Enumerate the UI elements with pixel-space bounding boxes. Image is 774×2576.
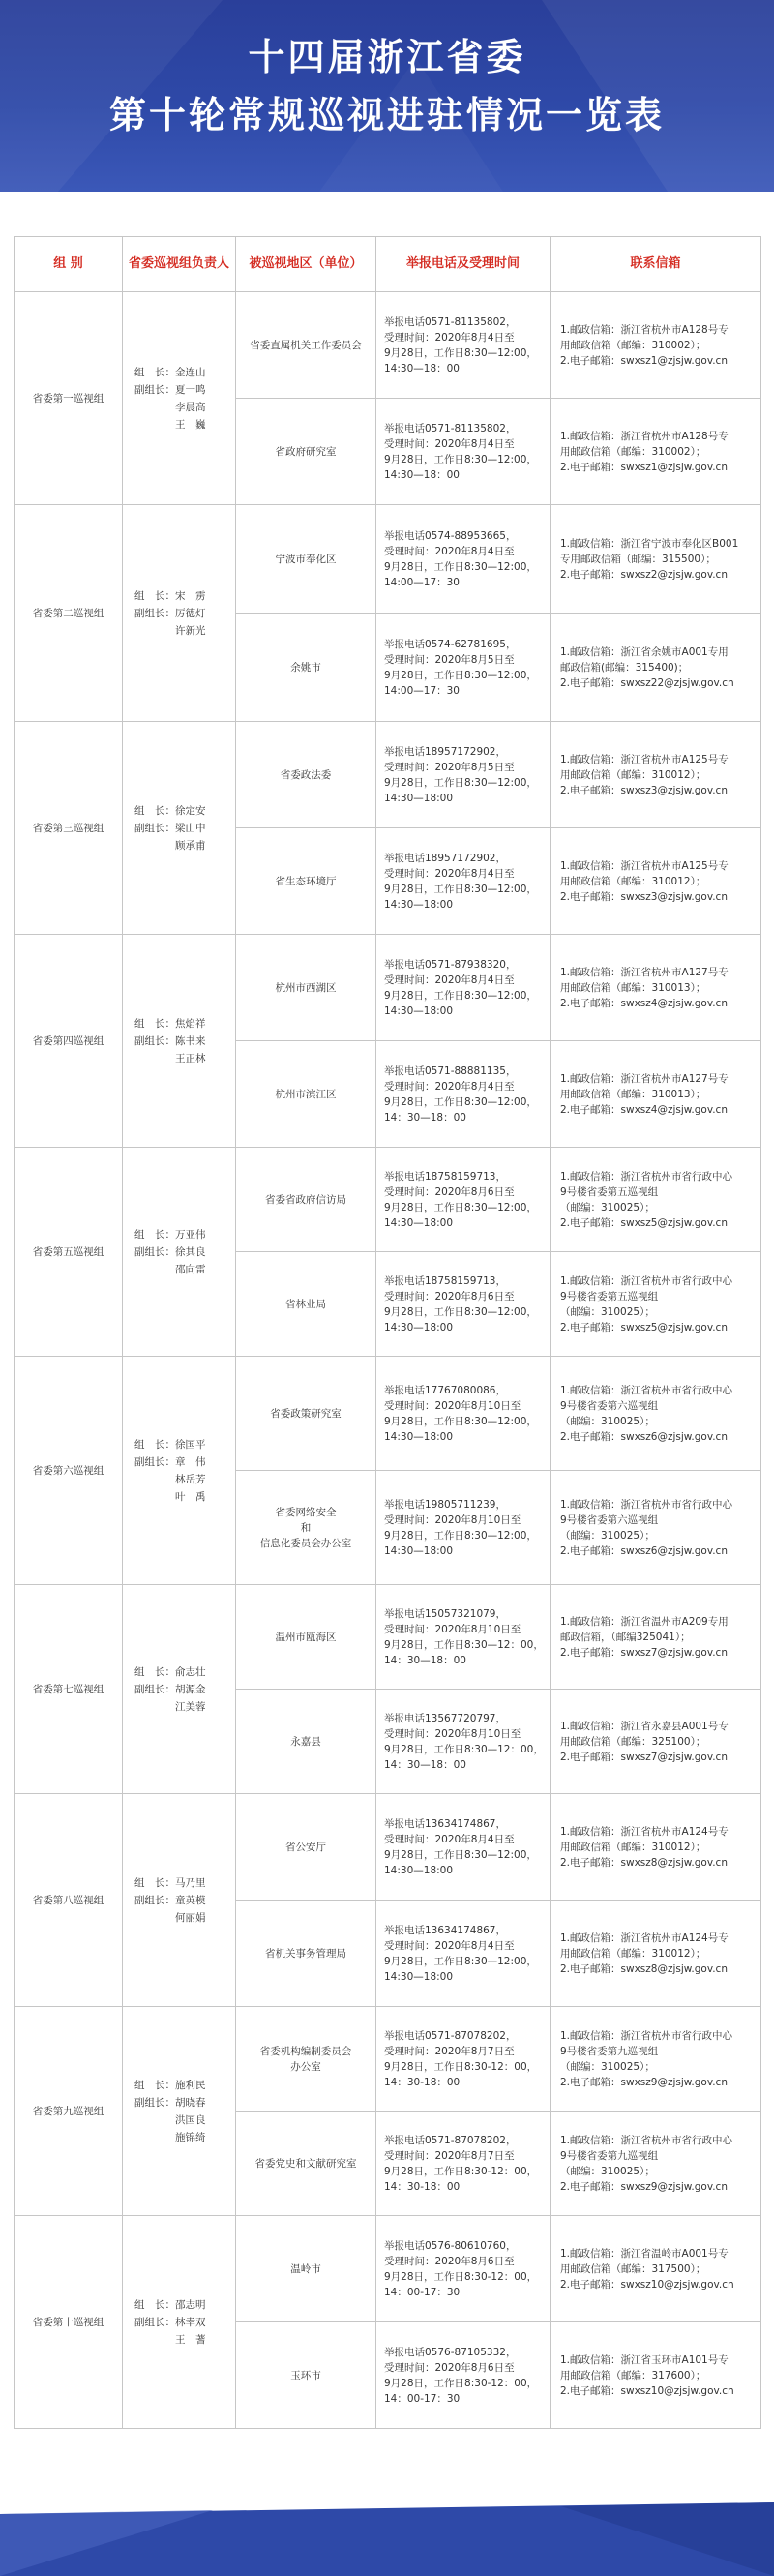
- phone-line: 受理时间：2020年8月4日至: [384, 973, 515, 986]
- unit-name-cell: 省公安厅: [236, 1794, 376, 1901]
- unit-name-cell: 杭州市西湖区: [236, 935, 376, 1041]
- contact-cell: [551, 1794, 761, 1901]
- table-row: [15, 2216, 761, 2322]
- phone-line: 14:30—18:00: [384, 1321, 454, 1333]
- contact-line: 2.电子邮箱：swxsz4@zjsjw.gov.cn: [560, 1103, 728, 1116]
- contact-line: 用邮政信箱（邮编：310013）；: [560, 981, 706, 994]
- phone-line: 受理时间：2020年8月4日至: [384, 867, 515, 880]
- phone-line: 举报电话13634174867，: [384, 1924, 506, 1936]
- group-name-cell: 省委第五巡视组: [15, 1148, 123, 1357]
- leader-line: 江美蓉: [134, 1700, 206, 1713]
- group-leaders-cell: [123, 2216, 236, 2429]
- phone-line: 14：00-17：30: [384, 2392, 461, 2405]
- phone-cell: [376, 1148, 551, 1252]
- leader-line: 顾承甫: [134, 839, 206, 852]
- leader-line: 何丽娟: [134, 1911, 206, 1924]
- phone-line: 受理时间：2020年8月10日至: [384, 1399, 521, 1412]
- phone-line: 举报电话0574-62781695，: [384, 638, 517, 650]
- leader-line: 组 长：金连山: [134, 366, 206, 378]
- contact-line: 用邮政信箱（邮编：310012）；: [560, 875, 706, 887]
- leader-line: 副组长：胡源金: [134, 1683, 206, 1695]
- leader-line: 洪国良: [134, 2113, 206, 2126]
- contact-line: 1.邮政信箱：浙江省杭州市省行政中心: [560, 1274, 733, 1287]
- leader-line: 林岳芳: [134, 1473, 206, 1485]
- header-leader: 省委巡视组负责人: [123, 237, 236, 292]
- phone-cell: [376, 1252, 551, 1357]
- contact-line: 用邮政信箱（邮编：310012）；: [560, 768, 706, 781]
- phone-line: 举报电话0574-88953665，: [384, 529, 517, 542]
- phone-line: 9月28日，工作日8:30—12:00，: [384, 1955, 537, 1967]
- phone-cell: [376, 2112, 551, 2216]
- contact-line: 2.电子邮箱：swxsz6@zjsjw.gov.cn: [560, 1430, 728, 1443]
- phone-line: 9月28日，工作日8:30—12：00，: [384, 1743, 544, 1755]
- leader-line: 许新光: [134, 624, 206, 637]
- group-name-cell: 省委第六巡视组: [15, 1357, 123, 1585]
- contact-cell: [551, 399, 761, 505]
- phone-line: 9月28日，工作日8:30—12:00，: [384, 669, 537, 681]
- phone-line: 14:30—18:00: [384, 1544, 454, 1557]
- contact-line: 2.电子邮箱：swxsz7@zjsjw.gov.cn: [560, 1646, 728, 1659]
- contact-line: 1.邮政信箱：浙江省杭州市A124号专: [560, 1825, 729, 1838]
- phone-cell: [376, 722, 551, 828]
- phone-cell: [376, 828, 551, 935]
- contact-cell: [551, 1357, 761, 1471]
- unit-name-cell: 余姚市: [236, 614, 376, 722]
- contact-line: 1.邮政信箱：浙江省杭州市省行政中心: [560, 2029, 733, 2042]
- contact-line: 2.电子邮箱：swxsz10@zjsjw.gov.cn: [560, 2384, 734, 2397]
- phone-line: 受理时间：2020年8月4日至: [384, 1833, 515, 1845]
- phone-line: 14:00—17：30: [384, 576, 460, 588]
- group-name-cell: 省委第七巡视组: [15, 1585, 123, 1794]
- contact-cell: [551, 2112, 761, 2216]
- phone-line: 9月28日，工作日8:30—12:00，: [384, 560, 537, 573]
- contact-line: 9号楼省委第六巡视组: [560, 1399, 659, 1412]
- contact-line: 用邮政信箱（邮编：317600）；: [560, 2369, 706, 2381]
- phone-line: 9月28日，工作日8:30—12:00，: [384, 1201, 537, 1213]
- unit-name-cell: 省委网络安全 和 信息化委员会办公室: [236, 1471, 376, 1585]
- phone-cell: [376, 1471, 551, 1585]
- phone-line: 14:30—18:00: [384, 1970, 454, 1983]
- contact-line: 2.电子邮箱：swxsz1@zjsjw.gov.cn: [560, 461, 728, 473]
- group-name-cell: 省委第八巡视组: [15, 1794, 123, 2007]
- phone-line: 14:30—18:00: [384, 898, 454, 911]
- phone-line: 受理时间：2020年8月6日至: [384, 1185, 515, 1198]
- phone-line: 9月28日，工作日8:30—12:00，: [384, 776, 537, 789]
- leader-line: 施锦绮: [134, 2131, 206, 2143]
- group-leaders-cell: [123, 505, 236, 722]
- table-row: [15, 722, 761, 828]
- group-leaders-cell: [123, 2007, 236, 2216]
- table-row: [15, 1357, 761, 1471]
- contact-line: 9号楼省委第五巡视组: [560, 1185, 659, 1198]
- contact-line: 1.邮政信箱：浙江省杭州市A128号专: [560, 430, 729, 442]
- table-row: [15, 1794, 761, 1901]
- phone-line: 9月28日，工作日8:30—12:00，: [384, 1529, 537, 1542]
- phone-line: 14：30-18：00: [384, 2180, 461, 2193]
- phone-cell: [376, 2322, 551, 2429]
- phone-line: 举报电话0571-81135802，: [384, 315, 517, 328]
- contact-cell: [551, 2216, 761, 2322]
- contact-line: 2.电子邮箱：swxsz5@zjsjw.gov.cn: [560, 1321, 728, 1333]
- phone-line: 9月28日，工作日8:30-12：00，: [384, 2270, 538, 2283]
- phone-line: 9月28日，工作日8:30-12：00，: [384, 2377, 538, 2389]
- phone-line: 受理时间：2020年8月6日至: [384, 2255, 515, 2267]
- phone-line: 受理时间：2020年8月10日至: [384, 1727, 521, 1740]
- phone-cell: [376, 2007, 551, 2112]
- contact-line: 用邮政信箱（邮编：310012）；: [560, 1947, 706, 1960]
- contact-cell: [551, 292, 761, 399]
- phone-line: 9月28日，工作日8:30-12：00，: [384, 2165, 538, 2177]
- phone-line: 举报电话15057321079，: [384, 1607, 506, 1620]
- phone-line: 9月28日，工作日8:30—12:00，: [384, 1848, 537, 1861]
- phone-line: 14:30—18:00: [384, 1216, 454, 1229]
- unit-name-cell: 省林业局: [236, 1252, 376, 1357]
- phone-line: 举报电话0571-87078202，: [384, 2029, 517, 2042]
- phone-line: 受理时间：2020年8月10日至: [384, 1513, 521, 1526]
- contact-line: 1.邮政信箱：浙江省杭州市A128号专: [560, 323, 729, 336]
- group-leaders-cell: [123, 1148, 236, 1357]
- phone-line: 举报电话0576-87105332，: [384, 2346, 517, 2358]
- group-leaders-cell: [123, 1585, 236, 1794]
- table-row: [15, 505, 761, 614]
- phone-line: 9月28日，工作日8:30-12：00，: [384, 2060, 538, 2073]
- phone-line: 举报电话0576-80610760，: [384, 2239, 517, 2252]
- unit-name-cell: 杭州市滨江区: [236, 1041, 376, 1148]
- leader-line: 副组长：胡晓春: [134, 2096, 206, 2109]
- contact-line: （邮编：310025）；: [560, 2165, 655, 2177]
- contact-line: 1.邮政信箱：浙江省玉环市A101号专: [560, 2353, 729, 2366]
- group-leaders-cell: [123, 722, 236, 935]
- phone-line: 14:30—18：00: [384, 362, 460, 374]
- phone-line: 9月28日，工作日8:30—12:00，: [384, 1415, 537, 1427]
- unit-name-cell: 省政府研究室: [236, 399, 376, 505]
- contact-line: 用邮政信箱（邮编：317500）；: [560, 2262, 706, 2275]
- leader-line: 副组长：陈书来: [134, 1034, 206, 1047]
- header-group: 组 别: [15, 237, 123, 292]
- table-row: [15, 1148, 761, 1252]
- phone-cell: [376, 1357, 551, 1471]
- phone-line: 举报电话13567720797，: [384, 1712, 506, 1724]
- header-contact: 联系信箱: [551, 237, 761, 292]
- unit-name-cell: 省生态环境厅: [236, 828, 376, 935]
- phone-line: 14:00—17：30: [384, 684, 460, 697]
- contact-cell: [551, 505, 761, 614]
- unit-name-cell: 省委政法委: [236, 722, 376, 828]
- page-title-line1: 十四届浙江省委: [248, 35, 526, 78]
- unit-name-cell: 温岭市: [236, 2216, 376, 2322]
- phone-line: 9月28日，工作日8:30—12:00，: [384, 346, 537, 359]
- contact-cell: [551, 828, 761, 935]
- phone-line: 受理时间：2020年8月10日至: [384, 1623, 521, 1635]
- phone-cell: [376, 399, 551, 505]
- contact-line: 2.电子邮箱：swxsz8@zjsjw.gov.cn: [560, 1856, 728, 1869]
- leader-line: 副组长：章 伟: [134, 1455, 206, 1468]
- contact-line: （邮编：310025）；: [560, 1415, 655, 1427]
- phone-line: 9月28日，工作日8:30—12:00，: [384, 1305, 537, 1318]
- leader-line: 副组长：厉德灯: [134, 607, 206, 619]
- footer-decoration: [0, 2475, 774, 2576]
- group-name-cell: 省委第四巡视组: [15, 935, 123, 1148]
- phone-cell: [376, 935, 551, 1041]
- phone-line: 受理时间：2020年8月4日至: [384, 437, 515, 450]
- phone-cell: [376, 614, 551, 722]
- unit-name-cell: 永嘉县: [236, 1690, 376, 1794]
- phone-cell: [376, 292, 551, 399]
- contact-line: 1.邮政信箱：浙江省杭州市A125号专: [560, 859, 729, 872]
- group-leaders-cell: [123, 935, 236, 1148]
- phone-line: 举报电话17767080086，: [384, 1384, 506, 1396]
- leader-line: 副组长：夏一鸣: [134, 383, 206, 396]
- contact-line: 1.邮政信箱：浙江省杭州市A125号专: [560, 753, 729, 765]
- contact-line: 2.电子邮箱：swxsz6@zjsjw.gov.cn: [560, 1544, 728, 1557]
- leader-line: 副组长：童英模: [134, 1894, 206, 1906]
- unit-name-cell: 省委直属机关工作委员会: [236, 292, 376, 399]
- contact-cell: [551, 1148, 761, 1252]
- unit-name-cell: 省委政策研究室: [236, 1357, 376, 1471]
- phone-line: 受理时间：2020年8月6日至: [384, 1290, 515, 1303]
- phone-line: 9月28日，工作日8:30—12:00，: [384, 989, 537, 1002]
- header-unit: 被巡视地区（单位）: [236, 237, 376, 292]
- page-title-line2: 第十轮常规巡视进驻情况一览表: [108, 93, 665, 136]
- phone-line: 14：30—18：00: [384, 1758, 466, 1771]
- phone-line: 14:30—18：00: [384, 468, 460, 481]
- leader-line: 组 长：宋 雳: [134, 589, 206, 602]
- phone-line: 受理时间：2020年8月7日至: [384, 2045, 515, 2057]
- table-body: [15, 292, 761, 2429]
- contact-line: 9号楼省委第九巡视组: [560, 2149, 659, 2162]
- table-header-row: [15, 237, 761, 292]
- leader-line: 王 蓍: [134, 2333, 206, 2346]
- contact-line: 专用邮政信箱（邮编：315500）；: [560, 553, 716, 565]
- phone-line: 9月28日，工作日8:30—12:00，: [384, 883, 537, 895]
- contact-line: 2.电子邮箱：swxsz22@zjsjw.gov.cn: [560, 676, 734, 689]
- phone-line: 举报电话0571-87078202，: [384, 2134, 517, 2146]
- phone-line: 受理时间：2020年8月5日至: [384, 653, 515, 666]
- group-name-cell: 省委第九巡视组: [15, 2007, 123, 2216]
- group-leaders-cell: [123, 1357, 236, 1585]
- unit-name-cell: 玉环市: [236, 2322, 376, 2429]
- phone-line: 9月28日，工作日8:30—12:00，: [384, 453, 537, 465]
- phone-line: 9月28日，工作日8:30—12:00，: [384, 1095, 537, 1108]
- contact-line: 1.邮政信箱：浙江省杭州市省行政中心: [560, 1498, 733, 1511]
- contact-line: 2.电子邮箱：swxsz10@zjsjw.gov.cn: [560, 2278, 734, 2291]
- contact-line: 1.邮政信箱：浙江省宁波市奉化区B001: [560, 537, 739, 550]
- phone-line: 举报电话13634174867，: [384, 1817, 506, 1830]
- unit-name-cell: 省委机构编制委员会 办公室: [236, 2007, 376, 2112]
- inspection-table: [14, 236, 761, 2429]
- leader-line: 副组长：林幸双: [134, 2316, 206, 2328]
- phone-cell: [376, 1794, 551, 1901]
- contact-line: 2.电子邮箱：swxsz3@zjsjw.gov.cn: [560, 890, 728, 903]
- phone-line: 14：00-17：30: [384, 2286, 461, 2298]
- phone-cell: [376, 505, 551, 614]
- phone-line: 举报电话0571-87938320，: [384, 958, 517, 971]
- phone-line: 举报电话18957172902，: [384, 852, 506, 864]
- contact-line: 2.电子邮箱：swxsz3@zjsjw.gov.cn: [560, 784, 728, 796]
- contact-line: 1.邮政信箱：浙江省杭州市A124号专: [560, 1932, 729, 1944]
- contact-line: 用邮政信箱（邮编：325100）；: [560, 1735, 706, 1748]
- table-row: [15, 2007, 761, 2112]
- contact-cell: [551, 1041, 761, 1148]
- contact-line: 2.电子邮箱：swxsz2@zjsjw.gov.cn: [560, 568, 728, 581]
- leader-line: 王正林: [134, 1052, 206, 1064]
- phone-line: 14:30—18:00: [384, 1430, 454, 1443]
- group-leaders-cell: [123, 1794, 236, 2007]
- contact-cell: [551, 1471, 761, 1585]
- group-name-cell: 省委第一巡视组: [15, 292, 123, 505]
- leader-line: 副组长：梁山中: [134, 822, 206, 834]
- group-name-cell: 省委第二巡视组: [15, 505, 123, 722]
- leader-line: 叶 禹: [134, 1490, 206, 1503]
- contact-line: 2.电子邮箱：swxsz5@zjsjw.gov.cn: [560, 1216, 728, 1229]
- phone-line: 举报电话18758159713，: [384, 1170, 506, 1183]
- leader-line: 副组长：徐其良: [134, 1245, 206, 1258]
- leader-line: 组 长：万亚伟: [134, 1228, 206, 1241]
- phone-cell: [376, 2216, 551, 2322]
- contact-line: 用邮政信箱（邮编：310002）；: [560, 339, 706, 351]
- phone-line: 受理时间：2020年8月4日至: [384, 331, 515, 344]
- phone-line: 举报电话18758159713，: [384, 1274, 506, 1287]
- phone-line: 14：30-18：00: [384, 2076, 461, 2088]
- contact-line: 1.邮政信箱：浙江省余姚市A001专用: [560, 645, 729, 658]
- contact-line: 9号楼省委第九巡视组: [560, 2045, 659, 2057]
- phone-line: 受理时间：2020年8月4日至: [384, 1939, 515, 1952]
- header-banner: [0, 0, 774, 192]
- contact-line: 用邮政信箱（邮编：310012）；: [560, 1841, 706, 1853]
- contact-line: 2.电子邮箱：swxsz1@zjsjw.gov.cn: [560, 354, 728, 367]
- group-name-cell: 省委第三巡视组: [15, 722, 123, 935]
- leader-line: 组 长：邵志明: [134, 2298, 206, 2311]
- contact-line: 1.邮政信箱：浙江省温岭市A001号专: [560, 2247, 729, 2260]
- unit-name-cell: 温州市瓯海区: [236, 1585, 376, 1690]
- phone-cell: [376, 1585, 551, 1690]
- contact-line: （邮编：310025）；: [560, 2060, 655, 2073]
- contact-cell: [551, 935, 761, 1041]
- phone-line: 举报电话0571-88881135，: [384, 1064, 517, 1077]
- contact-line: 2.电子邮箱：swxsz4@zjsjw.gov.cn: [560, 997, 728, 1009]
- header-phone: 举报电话及受理时间: [376, 237, 551, 292]
- leader-line: 邵向雷: [134, 1263, 206, 1275]
- contact-cell: [551, 1585, 761, 1690]
- footer-wave: [0, 2475, 774, 2576]
- unit-name-cell: 省机关事务管理局: [236, 1901, 376, 2007]
- phone-line: 14:30—18:00: [384, 1864, 454, 1876]
- contact-cell: [551, 2007, 761, 2112]
- phone-cell: [376, 1690, 551, 1794]
- contact-cell: [551, 2322, 761, 2429]
- leader-line: 组 长：徐国平: [134, 1438, 206, 1451]
- phone-line: 14：30—18：00: [384, 1111, 466, 1123]
- phone-cell: [376, 1901, 551, 2007]
- contact-line: 1.邮政信箱：浙江省杭州市省行政中心: [560, 1170, 733, 1183]
- phone-line: 9月28日，工作日8:30—12：00，: [384, 1638, 544, 1651]
- phone-line: 受理时间：2020年8月6日至: [384, 2361, 515, 2374]
- contact-line: （邮编：310025）；: [560, 1201, 655, 1213]
- table-row: [15, 935, 761, 1041]
- contact-line: 1.邮政信箱：浙江省温州市A209专用: [560, 1615, 729, 1628]
- contact-line: 用邮政信箱（邮编：310013）；: [560, 1088, 706, 1100]
- contact-cell: [551, 1690, 761, 1794]
- contact-line: 2.电子邮箱：swxsz9@zjsjw.gov.cn: [560, 2076, 728, 2088]
- phone-line: 14:30—18:00: [384, 792, 454, 804]
- contact-line: 2.电子邮箱：swxsz8@zjsjw.gov.cn: [560, 1962, 728, 1975]
- contact-line: （邮编：310025）；: [560, 1305, 655, 1318]
- phone-line: 受理时间：2020年8月5日至: [384, 761, 515, 773]
- contact-line: （邮编：310025）；: [560, 1529, 655, 1542]
- phone-line: 受理时间：2020年8月7日至: [384, 2149, 515, 2162]
- contact-line: 2.电子邮箱：swxsz9@zjsjw.gov.cn: [560, 2180, 728, 2193]
- phone-line: 举报电话19805711239，: [384, 1498, 506, 1511]
- leader-line: 组 长：施利民: [134, 2079, 206, 2091]
- group-name-cell: 省委第十巡视组: [15, 2216, 123, 2429]
- table-row: [15, 292, 761, 399]
- contact-line: 1.邮政信箱：浙江省杭州市省行政中心: [560, 1384, 733, 1396]
- leader-line: 组 长：马乃里: [134, 1876, 206, 1889]
- phone-line: 14:30—18:00: [384, 1004, 454, 1017]
- contact-cell: [551, 1901, 761, 2007]
- contact-cell: [551, 614, 761, 722]
- unit-name-cell: 省委省政府信访局: [236, 1148, 376, 1252]
- leader-line: 组 长：焦焰祥: [134, 1017, 206, 1030]
- unit-name-cell: 宁波市奉化区: [236, 505, 376, 614]
- contact-line: 1.邮政信箱：浙江省杭州市省行政中心: [560, 2134, 733, 2146]
- phone-cell: [376, 1041, 551, 1148]
- table-row: [15, 1585, 761, 1690]
- group-leaders-cell: [123, 292, 236, 505]
- contact-cell: [551, 1252, 761, 1357]
- unit-name-cell: 省委党史和文献研究室: [236, 2112, 376, 2216]
- contact-cell: [551, 722, 761, 828]
- contact-line: 1.邮政信箱：浙江省杭州市A127号专: [560, 966, 729, 978]
- phone-line: 举报电话18957172902，: [384, 745, 506, 758]
- contact-line: 邮政信箱，（邮编325041）；: [560, 1631, 691, 1643]
- contact-line: 用邮政信箱（邮编：310002）；: [560, 445, 706, 458]
- phone-line: 受理时间：2020年8月4日至: [384, 1080, 515, 1093]
- phone-line: 14：30—18：00: [384, 1654, 466, 1666]
- leader-line: 组 长：俞志壮: [134, 1665, 206, 1678]
- contact-line: 9号楼省委第五巡视组: [560, 1290, 659, 1303]
- leader-line: 李晨高: [134, 401, 206, 413]
- contact-line: 2.电子邮箱：swxsz7@zjsjw.gov.cn: [560, 1751, 728, 1763]
- phone-line: 受理时间：2020年8月4日至: [384, 545, 515, 557]
- contact-line: 1.邮政信箱：浙江省杭州市A127号专: [560, 1072, 729, 1085]
- phone-line: 举报电话0571-81135802，: [384, 422, 517, 434]
- contact-line: 邮政信箱(邮编：315400)；: [560, 661, 689, 674]
- leader-line: 王 巍: [134, 418, 206, 431]
- leader-line: 组 长：徐定安: [134, 804, 206, 817]
- contact-line: 9号楼省委第六巡视组: [560, 1513, 659, 1526]
- contact-line: 1.邮政信箱：浙江省永嘉县A001号专: [560, 1720, 729, 1732]
